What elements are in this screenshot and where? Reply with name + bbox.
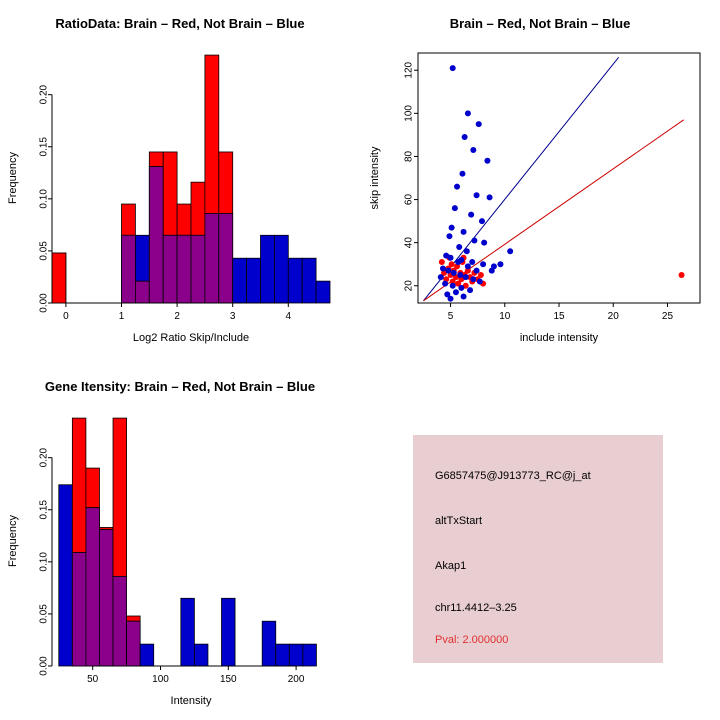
x-axis-label: include intensity bbox=[519, 332, 599, 344]
scatter-point bbox=[449, 261, 455, 267]
hist-bar-red bbox=[122, 204, 136, 235]
hist-bar-blue bbox=[302, 258, 316, 303]
y-tick-label: 0.05 bbox=[38, 604, 50, 624]
scatter-point bbox=[470, 147, 476, 153]
y-tick-label: 100 bbox=[403, 105, 415, 122]
panel-scatter bbox=[360, 0, 720, 360]
hist-bar-overlap bbox=[113, 576, 127, 666]
hist-bar-red bbox=[163, 152, 177, 235]
hist-bar-blue bbox=[59, 485, 73, 666]
scatter-point bbox=[459, 171, 465, 177]
hist-bar-red bbox=[72, 418, 86, 552]
scatter-point bbox=[507, 248, 513, 254]
y-tick-label: 0.10 bbox=[38, 552, 50, 572]
scatter-point bbox=[465, 110, 471, 116]
scatter-point bbox=[438, 274, 444, 280]
hist-bar-blue bbox=[289, 644, 303, 666]
hist-bar-blue bbox=[140, 644, 154, 666]
scatter-point bbox=[442, 281, 448, 287]
scatter-point bbox=[479, 218, 485, 224]
hist-bar-blue bbox=[194, 644, 208, 666]
scatter-point bbox=[455, 259, 461, 265]
hist-bar-overlap bbox=[205, 213, 219, 303]
hist-bar-blue bbox=[262, 621, 276, 666]
hist-bar-blue bbox=[233, 258, 247, 303]
y-tick-label: 0.15 bbox=[38, 500, 50, 520]
x-tick-label: 50 bbox=[87, 674, 99, 685]
scatter-point bbox=[465, 263, 471, 269]
hist-bar-overlap bbox=[177, 235, 191, 303]
x-tick-label: 100 bbox=[152, 674, 169, 685]
scatter-point bbox=[457, 272, 463, 278]
intensity-histogram-plot bbox=[0, 394, 360, 719]
hist-bar-red bbox=[149, 152, 163, 167]
y-tick-label: 0.00 bbox=[38, 293, 50, 313]
info-pval: Pval: 2.000000 bbox=[435, 634, 509, 646]
hist-bar-blue bbox=[303, 644, 317, 666]
scatter-point bbox=[679, 272, 685, 278]
scatter-point bbox=[440, 266, 446, 272]
hist-bar-red bbox=[177, 204, 191, 235]
scatter-point bbox=[445, 268, 451, 274]
x-tick-label: 0 bbox=[63, 311, 69, 322]
scatter-point bbox=[451, 270, 457, 276]
scatter-point bbox=[480, 261, 486, 267]
y-tick-label: 0.10 bbox=[38, 189, 50, 209]
scatter-point bbox=[497, 261, 503, 267]
y-axis-label: Frequency bbox=[7, 515, 19, 567]
hist-bar-overlap bbox=[163, 235, 177, 303]
plot-frame bbox=[418, 53, 700, 303]
hist-bar-overlap bbox=[149, 167, 163, 303]
scatter-point bbox=[474, 192, 480, 198]
hist-bar-overlap bbox=[122, 235, 136, 303]
scatter-point bbox=[461, 294, 467, 300]
scatter-point bbox=[469, 259, 475, 265]
scatter-point bbox=[458, 285, 464, 291]
scatter-point bbox=[446, 233, 452, 239]
hist-bar-blue bbox=[247, 258, 261, 303]
hist-bar-overlap bbox=[72, 552, 86, 666]
hist-bar-overlap bbox=[127, 621, 141, 666]
gene-info-box bbox=[413, 435, 663, 663]
info-event-type: altTxStart bbox=[435, 515, 483, 527]
x-tick-label: 150 bbox=[219, 674, 237, 685]
hist-bar-blue bbox=[274, 235, 288, 303]
panel-scatter-title: Brain – Red, Not Brain – Blue bbox=[449, 16, 631, 31]
y-tick-label: 0.05 bbox=[38, 241, 50, 261]
scatter-point bbox=[489, 268, 495, 274]
hist-bar-overlap bbox=[191, 235, 205, 303]
panel-ratio-histogram bbox=[0, 0, 360, 360]
x-tick-label: 25 bbox=[661, 311, 674, 322]
x-axis-label: Intensity bbox=[170, 695, 212, 707]
scatter-point bbox=[461, 229, 467, 235]
scatter-point bbox=[449, 225, 455, 231]
scatter-point bbox=[477, 278, 483, 284]
hist-bar-blue bbox=[222, 598, 236, 666]
hist-bar-blue bbox=[288, 258, 302, 303]
scatter-point bbox=[439, 259, 445, 265]
info-gene-symbol: Akap1 bbox=[435, 560, 467, 572]
scatter-point bbox=[450, 65, 456, 71]
scatter-point bbox=[452, 205, 458, 211]
y-tick-label: 0.00 bbox=[38, 656, 50, 676]
scatter-point bbox=[484, 158, 490, 164]
x-tick-label: 4 bbox=[285, 311, 292, 322]
hist-bar-blue bbox=[276, 644, 290, 666]
scatter-point bbox=[470, 276, 476, 282]
y-tick-label: 0.20 bbox=[38, 447, 50, 468]
scatter-point bbox=[448, 255, 454, 261]
hist-bar-overlap bbox=[86, 508, 100, 666]
scatter-point bbox=[454, 184, 460, 190]
scatter-point bbox=[476, 121, 482, 127]
ratio-histogram-plot bbox=[0, 31, 360, 361]
y-tick-label: 60 bbox=[403, 193, 415, 206]
scatter-point bbox=[468, 212, 474, 218]
y-axis-label: Frequency bbox=[7, 152, 19, 204]
x-tick-label: 200 bbox=[287, 674, 305, 685]
scatter-point bbox=[450, 283, 456, 289]
x-tick-label: 20 bbox=[607, 311, 619, 322]
hist-bar-blue bbox=[181, 598, 195, 666]
hist-bar-red bbox=[113, 418, 127, 576]
scatter-point bbox=[487, 194, 493, 200]
scatter-point bbox=[481, 240, 487, 246]
hist-bar-blue bbox=[316, 281, 330, 303]
hist-bar-red bbox=[219, 152, 233, 213]
y-tick-label: 0.15 bbox=[38, 137, 50, 157]
x-tick-label: 2 bbox=[174, 311, 180, 322]
x-tick-label: 5 bbox=[447, 311, 454, 322]
y-tick-label: 40 bbox=[403, 237, 415, 249]
x-tick-label: 10 bbox=[499, 311, 511, 322]
hist-bar-blue bbox=[261, 235, 275, 303]
y-tick-label: 80 bbox=[403, 150, 415, 163]
x-tick-label: 1 bbox=[118, 311, 125, 322]
scatter-point bbox=[456, 244, 462, 250]
scatter-plot bbox=[360, 31, 720, 361]
scatter-point bbox=[462, 134, 468, 140]
scatter-point bbox=[448, 296, 454, 302]
scatter-point bbox=[463, 274, 469, 280]
scatter-point bbox=[478, 272, 484, 278]
y-tick-label: 120 bbox=[403, 61, 415, 79]
hist-bar-red bbox=[191, 182, 205, 235]
hist-bar-overlap bbox=[135, 281, 149, 303]
scatter-point bbox=[471, 238, 477, 244]
hist-bar-overlap bbox=[219, 213, 233, 303]
panel-intensity-title: Gene Itensity: Brain – Red, Not Brain – Blue bbox=[44, 379, 316, 394]
x-tick-label: 15 bbox=[553, 311, 565, 322]
hist-bar-red bbox=[86, 468, 100, 508]
y-tick-label: 20 bbox=[403, 280, 415, 292]
y-axis-label: skip intensity bbox=[369, 146, 381, 210]
hist-bar-red bbox=[127, 616, 141, 621]
info-probe-id: G6857475@J913773_RC@j_at bbox=[435, 470, 591, 482]
x-tick-label: 3 bbox=[229, 311, 236, 322]
panel-intensity-histogram bbox=[0, 365, 360, 720]
panel-ratio-title: RatioData: Brain – Red, Not Brain – Blue bbox=[55, 16, 305, 31]
hist-bar-overlap bbox=[99, 530, 113, 666]
hist-bar-red bbox=[52, 253, 66, 303]
scatter-point bbox=[453, 289, 459, 295]
scatter-point bbox=[464, 248, 470, 254]
hist-bar-red bbox=[205, 55, 219, 213]
info-locus: chr11.4412–3.25 bbox=[435, 602, 517, 614]
y-tick-label: 0.20 bbox=[38, 84, 50, 105]
scatter-point bbox=[474, 268, 480, 274]
x-axis-label: Log2 Ratio Skip/Include bbox=[132, 332, 250, 344]
scatter-point bbox=[467, 287, 473, 293]
